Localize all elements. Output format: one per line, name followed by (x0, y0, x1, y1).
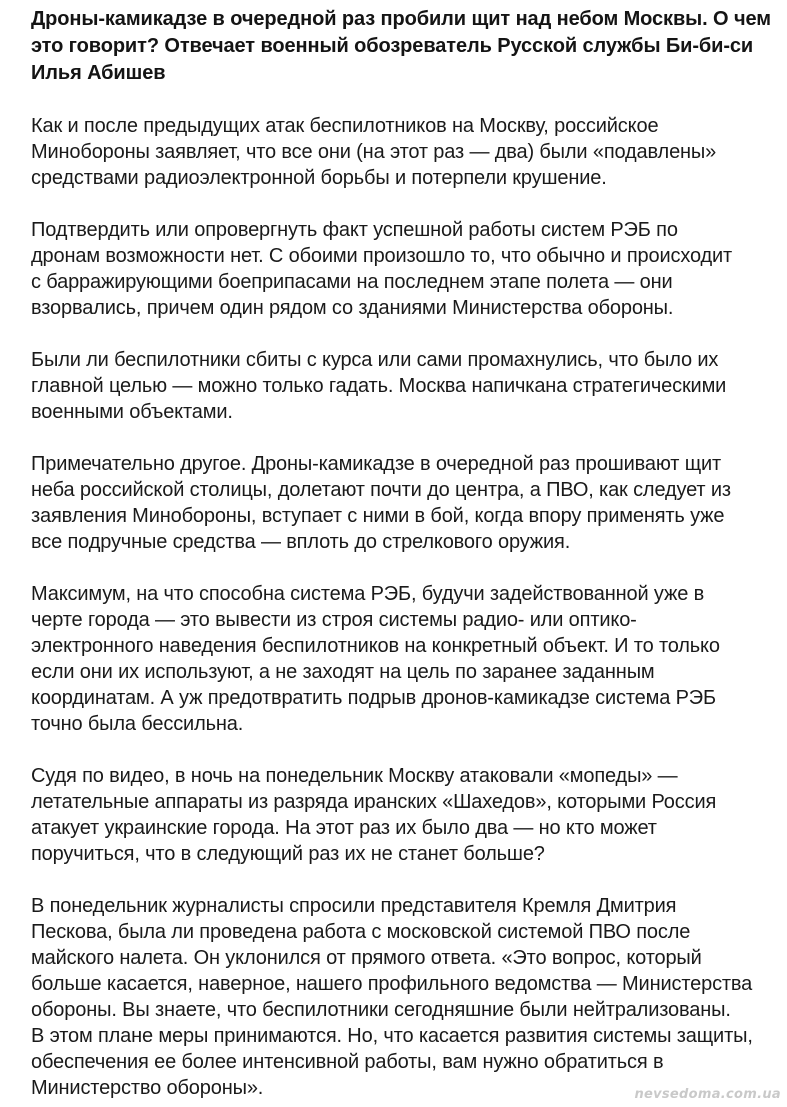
paragraph-line: Министерство обороны». (31, 1077, 264, 1099)
paragraph-line: Максимум, на что способна система РЭБ, будучи задействованной уже в (31, 583, 705, 605)
headline-line: Дроны-камикадзе в очередной раз пробили щит над небом Москвы. О чем (31, 8, 771, 30)
paragraph-line: обеспечения ее более интенсивной работы, вам нужно обратиться в (31, 1051, 664, 1073)
paragraph-line: взорвались, причем один рядом со зданиями Министерства обороны. (31, 297, 674, 319)
article-headline (31, 6, 771, 87)
paragraph-line: поручиться, что в следующий раз их не станет больше? (31, 843, 545, 865)
paragraph-7 (31, 893, 753, 1101)
paragraph-line: Были ли беспилотники сбиты с курса или сами промахнулись, что было их (31, 349, 719, 371)
paragraph-line: Примечательно другое. Дроны-камикадзе в очередной раз прошивают щит (31, 453, 722, 475)
site-watermark: nevsedoma.com.ua (634, 1087, 781, 1102)
paragraph-line: майского налета. Он уклонился от прямого ответа. «Это вопрос, который (31, 947, 702, 969)
paragraph-line: Подтвердить или опровергнуть факт успешной работы систем РЭБ по (31, 219, 678, 241)
paragraph-line: атакует украинские города. На этот раз их было два — но кто может (31, 817, 657, 839)
paragraph-line: неба российской столицы, долетают почти до центра, а ПВО, как следует из (31, 479, 731, 501)
paragraph-line: летательные аппараты из разряда иранских «Шахедов», которыми Россия (31, 791, 717, 813)
paragraph-2 (31, 217, 732, 321)
paragraph-4 (31, 451, 731, 555)
paragraph-line: все подручные средства — вплоть до стрелкового оружия. (31, 531, 571, 553)
paragraph-6 (31, 763, 716, 867)
paragraph-5 (31, 581, 720, 737)
paragraph-line: дронам возможности нет. С обоими произошло то, что обычно и происходит (31, 245, 733, 267)
paragraph-line: В этом плане меры принимаются. Но, что касается развития системы защиты, (31, 1025, 753, 1047)
paragraph-line: Судя по видео, в ночь на понедельник Москву атаковали «мопеды» — (31, 765, 678, 787)
paragraph-line: средствами радиоэлектронной борьбы и потерпели крушение. (31, 167, 607, 189)
paragraph-1 (31, 113, 716, 191)
paragraph-line: военными объектами. (31, 401, 233, 423)
paragraph-line: заявления Минобороны, вступает с ними в бой, когда впору применять уже (31, 505, 725, 527)
paragraph-line: точно была бессильна. (31, 713, 244, 735)
paragraph-line: Пескова, была ли проведена работа с московской системой ПВО после (31, 921, 691, 943)
headline-line: Илья Абишев (31, 62, 166, 84)
paragraph-line: если они их используют, а не заходят на цель по заранее заданным (31, 661, 655, 683)
paragraph-line: главной целью — можно только гадать. Москва напичкана стратегическими (31, 375, 727, 397)
paragraph-line: черте города — это вывести из строя системы радио- или оптико- (31, 609, 637, 631)
paragraph-line: обороны. Вы знаете, что беспилотники сегодняшние были нейтрализованы. (31, 999, 731, 1021)
paragraph-line: Как и после предыдущих атак беспилотников на Москву, российское (31, 115, 659, 137)
paragraph-3 (31, 347, 726, 425)
paragraph-line: координатам. А уж предотвратить подрыв дронов-камикадзе система РЭБ (31, 687, 717, 709)
paragraph-line: с барражирующими боеприпасами на последнем этапе полета — они (31, 271, 673, 293)
headline-line: это говорит? Отвечает военный обозреватель Русской службы Би-би-си (31, 35, 754, 57)
paragraph-line: Минобороны заявляет, что все они (на этот раз — два) были «подавлены» (31, 141, 717, 163)
paragraph-line: В понедельник журналисты спросили представителя Кремля Дмитрия (31, 895, 677, 917)
paragraph-line: электронного наведения беспилотников на конкретный объект. И то только (31, 635, 720, 657)
paragraph-line: больше касается, наверное, нашего профильного ведомства — Министерства (31, 973, 753, 995)
